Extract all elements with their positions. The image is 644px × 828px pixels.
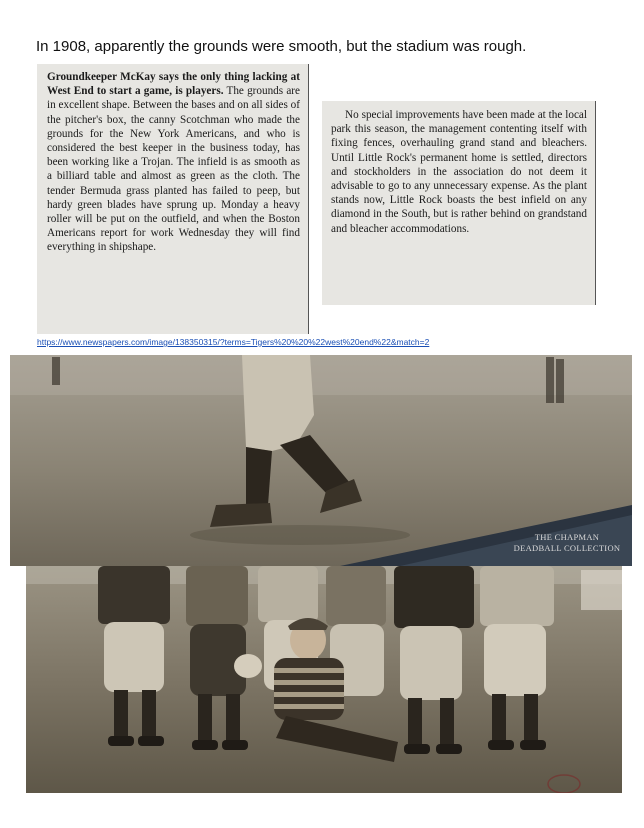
clipping-lead-sentence: Groundkeeper McKay says the only thing lacking at West End to start a game, is players. [47, 71, 300, 98]
photo-team-group [26, 566, 622, 793]
team-group-photo-graphic [26, 566, 622, 793]
watermark-line-2: DEADBALL COLLECTION [513, 543, 621, 553]
page-heading: In 1908, apparently the grounds were smooth, but the stadium was rough. [36, 38, 527, 55]
newspaper-clipping-groundkeeper [37, 64, 309, 334]
clipping-body-text: No special improvements have been made at the local park this season, the management contenting itself with fixing fences, overhauling grand stand and bleachers. Until Little Rock's permanent home is settled, directors and stockholders in the association do not deem it advisable to go to any unnecessary expense. As the plant stands now, Little Rock boasts the best infield on any diamond in the South, but is rather behind on grandstand and bleacher accommodations. [331, 109, 587, 235]
photo-watermark [512, 532, 622, 554]
photo-player-legs-on-field [10, 355, 632, 566]
clipping-body-text: The grounds are in excellent shape. Between the bases and on all sides of the pitcher's box, the canny Scotchman who made the grounds for the New York Americans, and who is considered the best keeper in the business today, has been working like a Trojan. The infield is as smooth as a billiard table and almost as green as the cloth. The tender Bermuda grass planted has failed to peep, but hardy green blades have sprung up. Monday a heavy roller will be put on the outfield, and when the Boston Americans report for work Wednesday they will find everything in shipshape. [47, 85, 300, 254]
source-link[interactable]: https://www.newspapers.com/image/138350315/?terms=Tigers%20%20%22west%20end%22&match=2 [37, 337, 430, 347]
newspaper-clipping-improvements [322, 101, 596, 305]
watermark-line-1: THE CHAPMAN [534, 532, 600, 542]
clipping-paragraph [47, 70, 300, 255]
